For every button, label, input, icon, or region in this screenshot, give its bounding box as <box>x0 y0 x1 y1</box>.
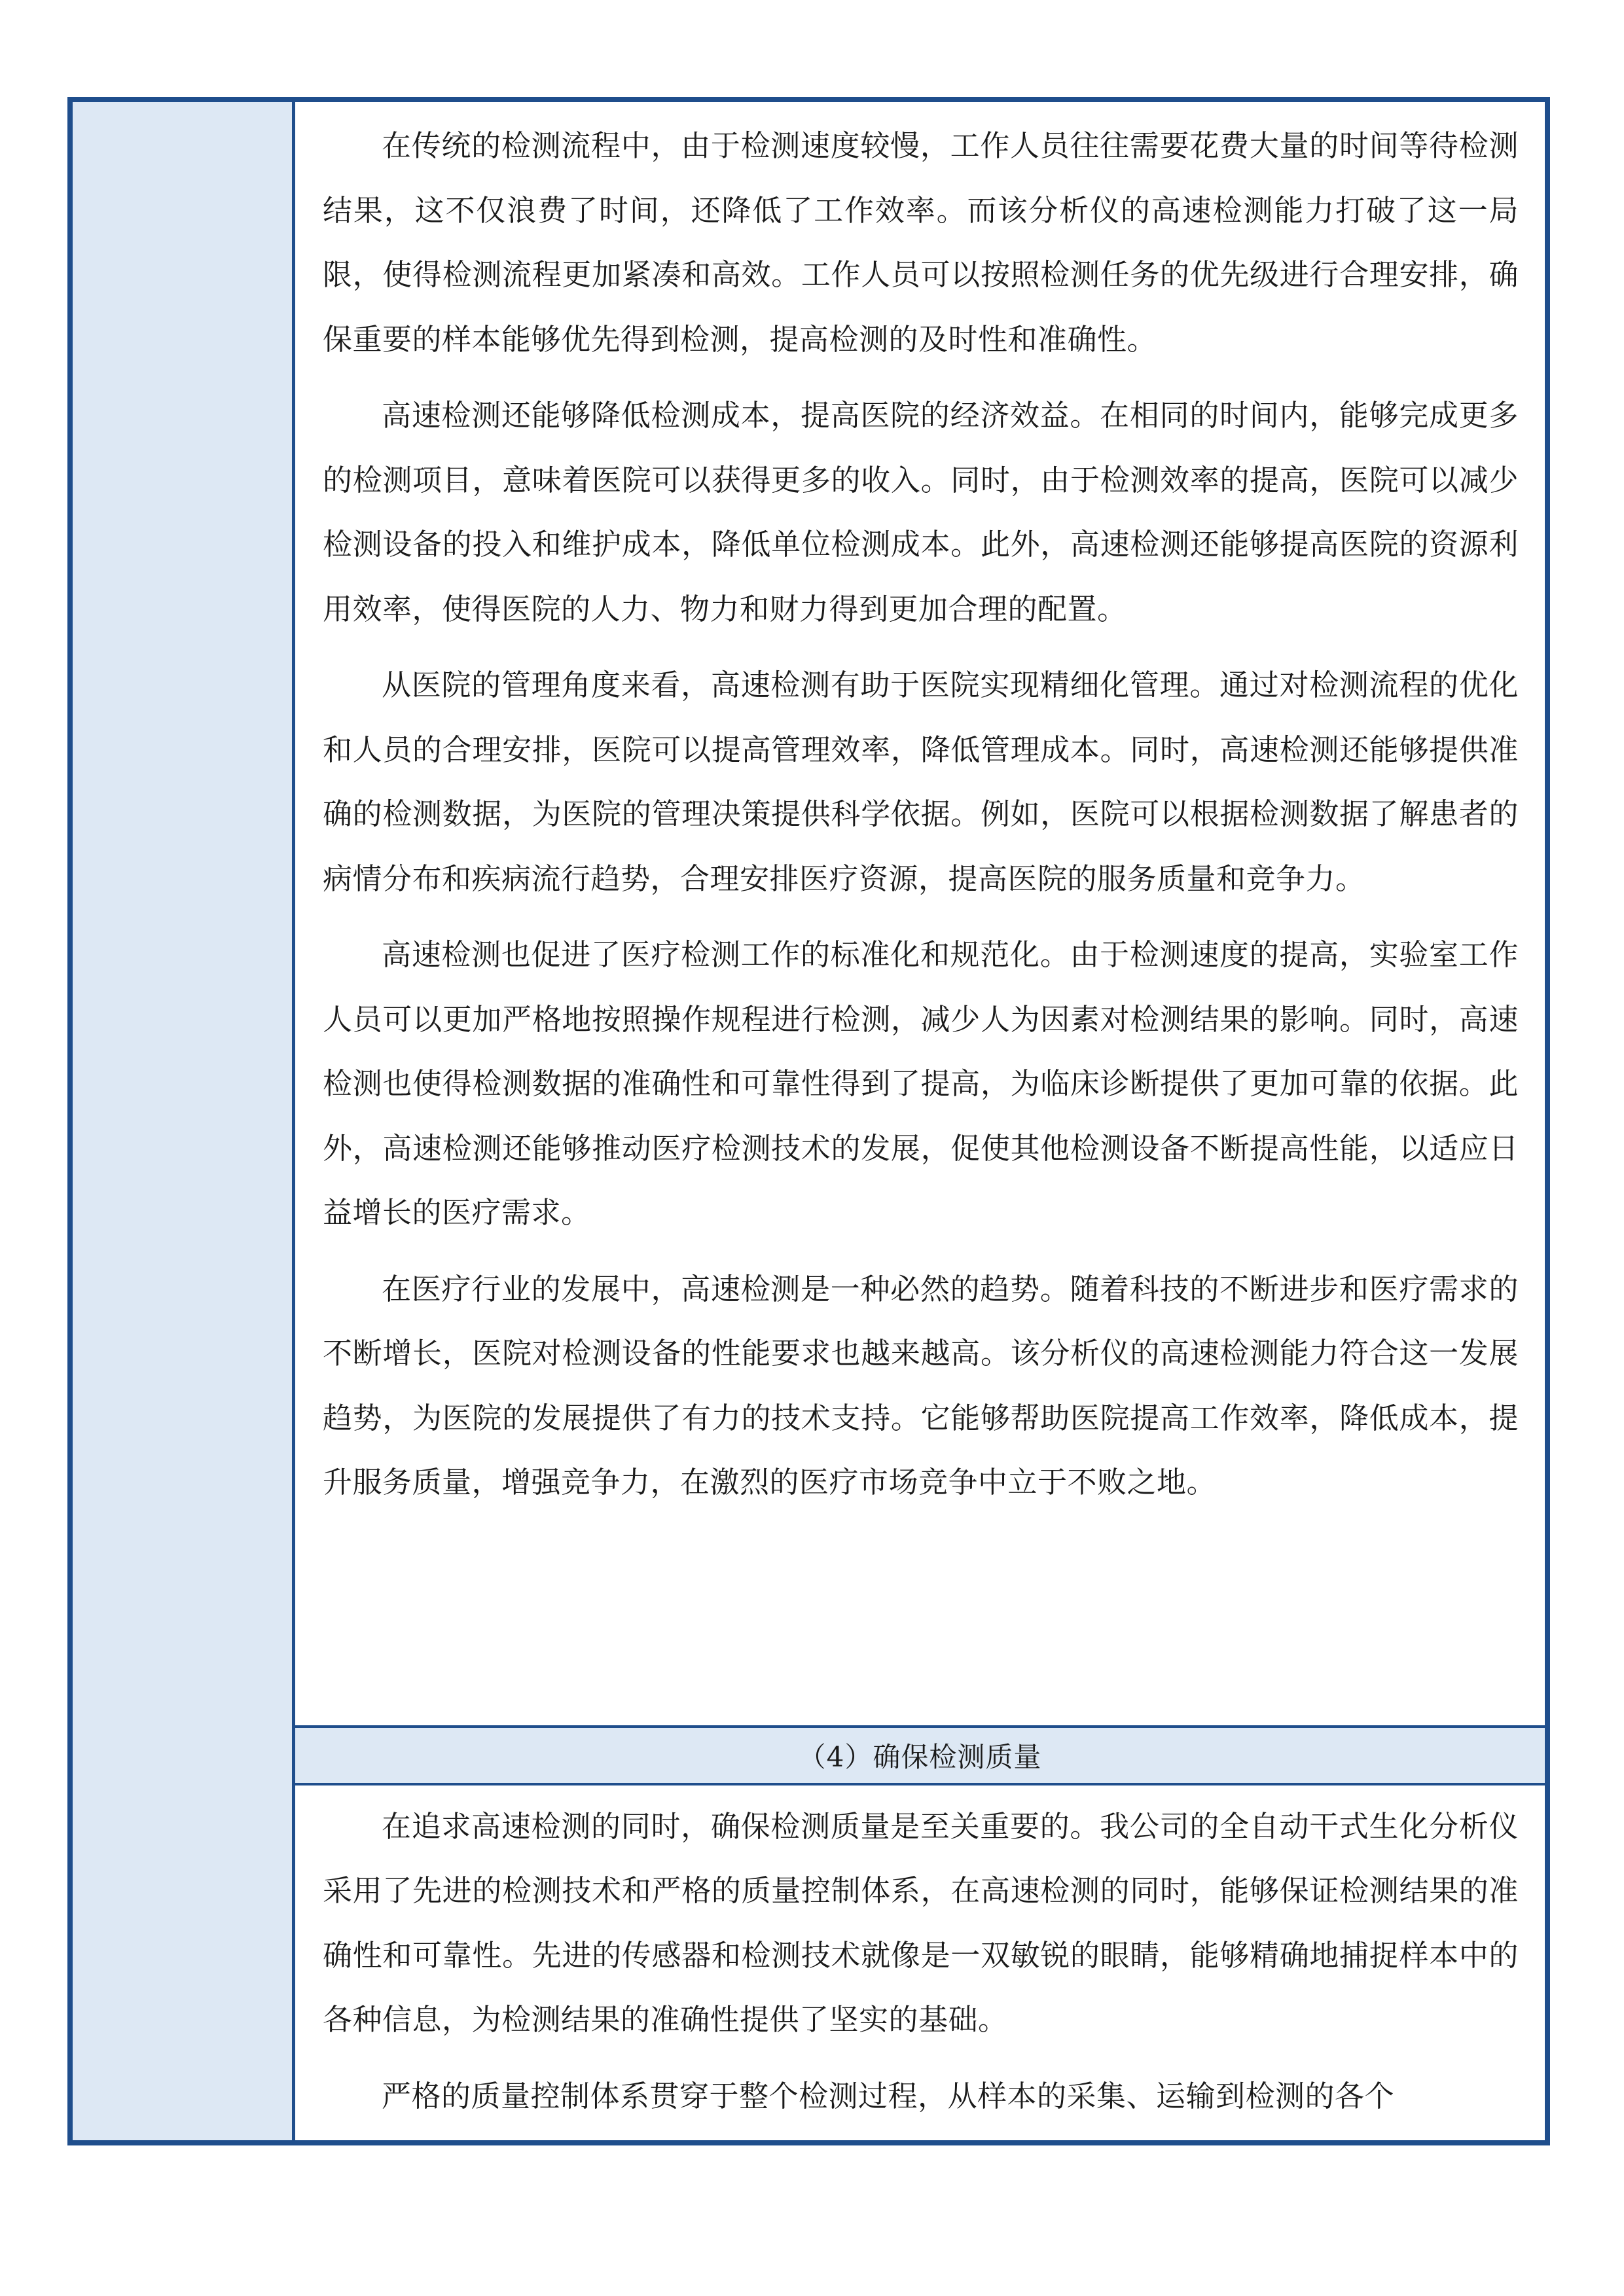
content-cell-top <box>295 102 1545 1725</box>
content-column <box>295 102 1545 2140</box>
document-table <box>67 97 1550 2145</box>
section-heading: （4）确保检测质量 <box>295 1725 1545 1785</box>
paragraph: 从医院的管理角度来看，高速检测有助于医院实现精细化管理。通过对检测流程的优化和人员的合理安排，医院可以提高管理效率，降低管理成本。同时，高速检测还能够提供准确的检测数据，为医院的管理决策提供科学依据。例如，医院可以根据检测数据了解患者的病情分布和疾病流行趋势，合理安排医疗资源，提高医院的服务质量和竞争力。 <box>323 668 1519 896</box>
paragraph: 在传统的检测流程中，由于检测速度较慢，工作人员往往需要花费大量的时间等待检测结果，这不仅浪费了时间，还降低了工作效率。而该分析仪的高速检测能力打破了这一局限，使得检测流程更加紧凑和高效。工作人员可以按照检测任务的优先级进行合理安排，确保重要的样本能够优先得到检测，提高检测的及时性和准确性。 <box>323 128 1519 357</box>
paragraph: 高速检测还能够降低检测成本，提高医院的经济效益。在相同的时间内，能够完成更多的检测项目，意味着医院可以获得更多的收入。同时，由于检测效率的提高，医院可以减少检测设备的投入和维护成本，降低单位检测成本。此外，高速检测还能够提高医院的资源利用效率，使得医院的人力、物力和财力得到更加合理的配置。 <box>323 398 1519 626</box>
left-label-column <box>73 102 295 2140</box>
paragraph: 在医疗行业的发展中，高速检测是一种必然的趋势。随着科技的不断进步和医疗需求的不断增长，医院对检测设备的性能要求也越来越高。该分析仪的高速检测能力符合这一发展趋势，为医院的发展提供了有力的技术支持。它能够帮助医院提高工作效率，降低成本，提升服务质量，增强竞争力，在激烈的医疗市场竞争中立于不败之地。 <box>323 1271 1519 1499</box>
content-cell-bottom <box>295 1785 1545 2140</box>
paragraph: 严格的质量控制体系贯穿于整个检测过程，从样本的采集、运输到检测的各个 <box>382 2078 1395 2113</box>
paragraph: 在追求高速检测的同时，确保检测质量是至关重要的。我公司的全自动干式生化分析仪采用了先进的检测技术和严格的质量控制体系，在高速检测的同时，能够保证检测结果的准确性和可靠性。先进的传感器和检测技术就像是一双敏锐的眼睛，能够精确地捕捉样本中的各种信息，为检测结果的准确性提供了坚实的基础。 <box>323 1808 1519 2037</box>
paragraph: 高速检测也促进了医疗检测工作的标准化和规范化。由于检测速度的提高，实验室工作人员可以更加严格地按照操作规程进行检测，减少人为因素对检测结果的影响。同时，高速检测也使得检测数据的准确性和可靠性得到了提高，为临床诊断提供了更加可靠的依据。此外，高速检测还能够推动医疗检测技术的发展，促使其他检测设备不断提高性能，以适应日益增长的医疗需求。 <box>323 937 1519 1230</box>
